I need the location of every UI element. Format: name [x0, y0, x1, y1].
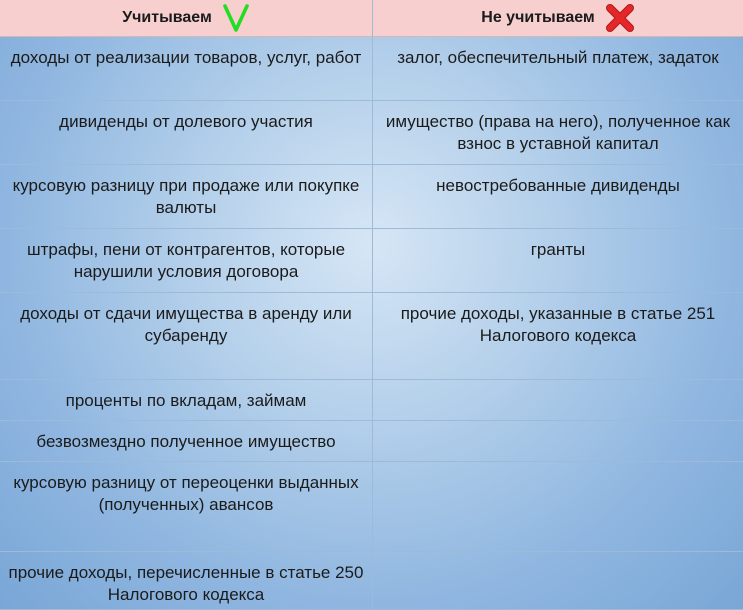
row-1-counted: доходы от реализации товаров, услуг, работ — [0, 37, 373, 101]
row-5-counted: доходы от сдачи имущества в аренду или субаренду — [0, 293, 373, 380]
header-not-counted-label: Не учитываем — [481, 9, 595, 26]
row-9-not-counted — [373, 552, 743, 610]
row-3-not-counted: невостребованные дивиденды — [373, 165, 743, 229]
row-3-counted: курсовую разницу при продаже или покупке валюты — [0, 165, 373, 229]
row-6-not-counted — [373, 380, 743, 421]
row-9-counted: прочие доходы, перечисленные в статье 250 Налогового кодекса — [0, 552, 373, 610]
row-1-not-counted: залог, обеспечительный платеж, задаток — [373, 37, 743, 101]
header-counted — [0, 0, 373, 37]
row-2-not-counted: имущество (права на него), полученное как взнос в уставной капитал — [373, 101, 743, 165]
check-icon — [222, 2, 250, 34]
header-counted-label: Учитываем — [122, 9, 212, 26]
header-not-counted — [373, 0, 743, 37]
row-8-not-counted — [373, 462, 743, 552]
row-5-not-counted: прочие доходы, указанные в статье 251 Налогового кодекса — [373, 293, 743, 380]
row-2-counted: дивиденды от долевого участия — [0, 101, 373, 165]
row-7-not-counted — [373, 421, 743, 462]
cross-icon — [605, 3, 635, 33]
row-7-counted: безвозмездно полученное имущество — [0, 421, 373, 462]
row-4-counted: штрафы, пени от контрагентов, которые нарушили условия договора — [0, 229, 373, 293]
row-8-counted: курсовую разницу от переоценки выданных (полученных) авансов — [0, 462, 373, 552]
row-4-not-counted: гранты — [373, 229, 743, 293]
row-6-counted: проценты по вкладам, займам — [0, 380, 373, 421]
